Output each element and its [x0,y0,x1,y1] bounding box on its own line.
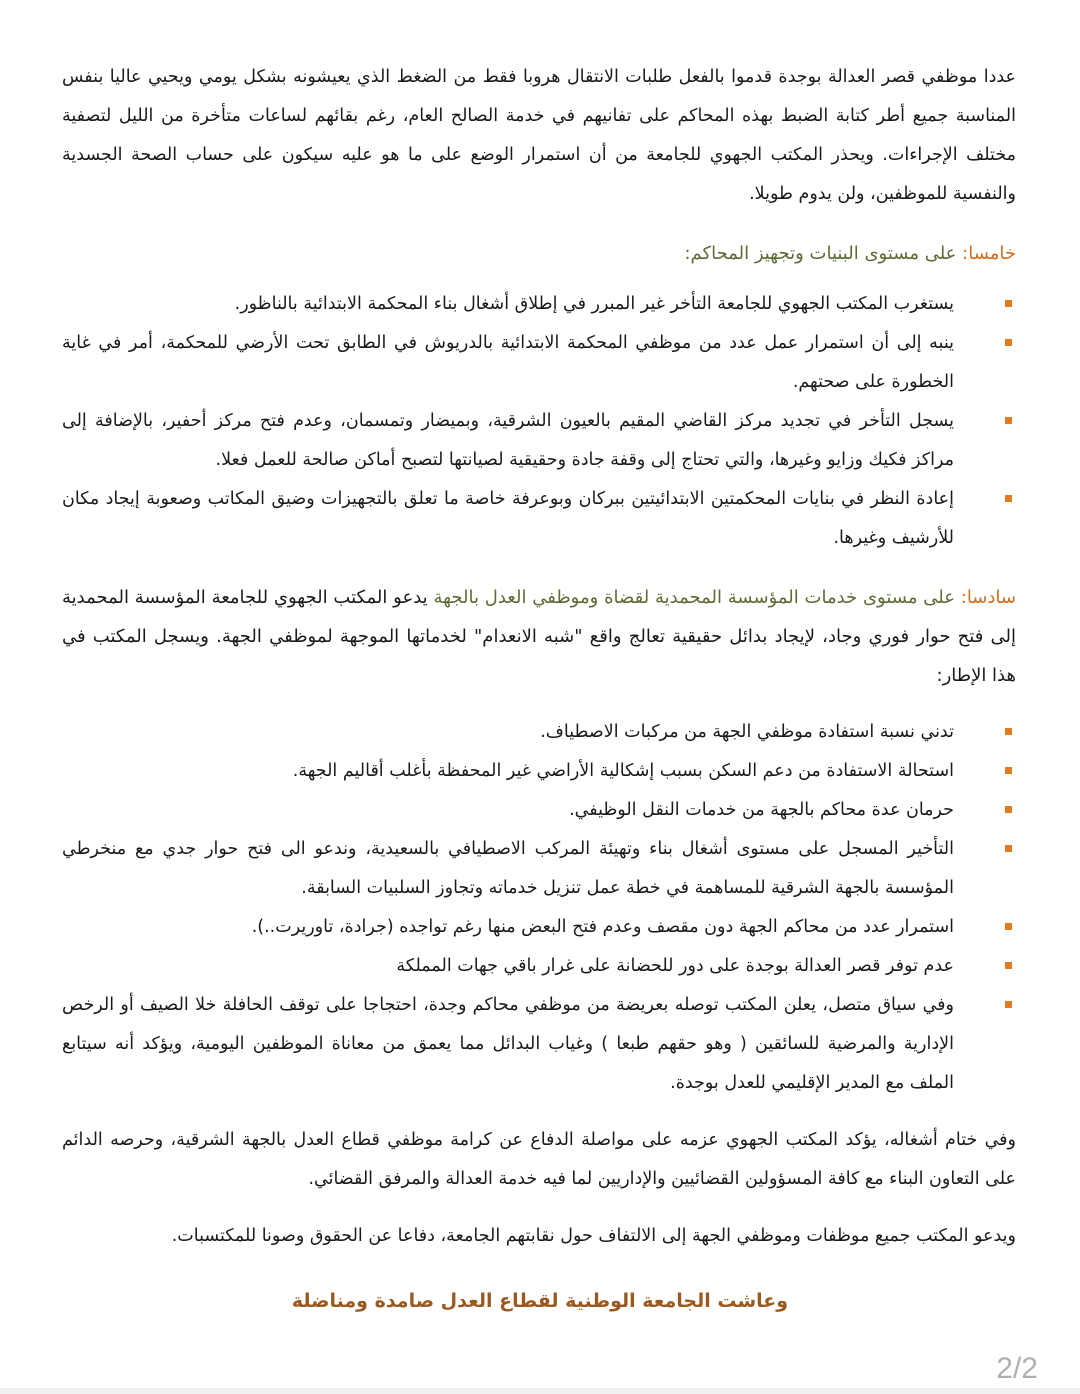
square-bullet-icon [1005,962,1012,969]
section-6-list [62,713,1016,1103]
bottom-bar [0,1388,1080,1394]
list-item: عدم توفر قصر العدالة بوجدة على دور للحضانة على غرار باقي جهات المملكة [62,947,1016,986]
square-bullet-icon [1005,339,1012,346]
square-bullet-icon [1005,728,1012,735]
section-5-title: على مستوى البنيات وتجهيز المحاكم: [684,243,957,264]
square-bullet-icon [1005,417,1012,424]
list-item: يسجل التأخر في تجديد مركز القاضي المقيم بالعيون الشرقية، وبميضار وتمسمان، وعدم فتح مركز أحفير، بالإضافة إلى مراكز فكيك وزايو وغيرها، والتي تحتاج إلى وقفة جادة وحقيقية لصيانتها لتصبح أماكن صالحة للعمل فعلا. [62,402,1016,480]
list-item: حرمان عدة محاكم بالجهة من خدمات النقل الوظيفي. [62,791,1016,830]
section-6-body: يدعو المكتب الجهوي للجامعة المؤسسة المحمدية إلى فتح حوار فوري وجاد، لإيجاد بدائل حقيقية تعالج واقع "شبه الانعدام" لخدماتها الموجهة لموظفي الجهة. ويسجل المكتب في هذا الإطار: [62,587,1016,686]
square-bullet-icon [1005,806,1012,813]
list-item: وفي سياق متصل، يعلن المكتب توصله بعريضة من موظفي محاكم وجدة، احتجاجا على توقف الحافلة خلا الصيف أو الرخص الإدارية والمرضية للسائقين ( وهو حقهم طبعا ) وغياب البدائل مما يعمق من معاناة الموظفين اليومية، ويؤكد أنه سيتابع الملف مع المدير الإقليمي للعدل بوجدة. [62,986,1016,1103]
section-6-number: سادسا: [960,587,1016,608]
page-indicator: 2/2 [996,1352,1038,1385]
slogan: وعاشت الجامعة الوطنية لقطاع العدل صامدة ومناضلة [291,1290,789,1312]
list-item: استمرار عدد من محاكم الجهة دون مقصف وعدم فتح البعض منها رغم تواجده (جرادة، تاوريرت..). [62,908,1016,947]
closing-paragraph-2: ويدعو المكتب جميع موظفات وموظفي الجهة إلى الالتفاف حول نقابتهم الجامعة، دفاعا عن الحقوق وصونا للمكتسبات. [171,1226,1016,1246]
square-bullet-icon [1005,845,1012,852]
square-bullet-icon [1005,495,1012,502]
list-item: ينبه إلى أن استمرار عمل عدد من موظفي المحكمة الابتدائية بالدريوش في الطابق تحت الأرضي للمحكمة، أمر في غاية الخطورة على صحتهم. [62,324,1016,402]
document-page [62,58,1016,1256]
list-item: يستغرب المكتب الجهوي للجامعة التأخر غير المبرر في إطلاق أشغال بناء المحكمة الابتدائية بالناظور. [62,285,1016,324]
section-6-title: على مستوى خدمات المؤسسة المحمدية لقضاة وموظفي العدل بالجهة [433,587,955,608]
list-item: التأخير المسجل على مستوى أشغال بناء وتهيئة المركب الاصطيافي بالسعيدية، وندعو الى فتح حوار جدي مع منخرطي المؤسسة بالجهة الشرقية للمساهمة في خطة عمل تنزيل خدماته وتجاوز السلبيات السابقة. [62,830,1016,908]
section-5-list [62,285,1016,558]
section-5-number: خامسا: [962,243,1016,264]
list-item: استحالة الاستفادة من دعم السكن بسبب إشكالية الأراضي غير المحفظة بأغلب أقاليم الجهة. [62,752,1016,791]
closing-paragraph-1: وفي ختام أشغاله، يؤكد المكتب الجهوي عزمه على مواصلة الدفاع عن كرامة موظفي قطاع العدل بالجهة الشرقية، وحرصه الدائم على التعاون البناء مع كافة المسؤولين القضائيين والإداريين لما فيه خدمة العدالة والمرفق القضائي. [62,1130,1016,1189]
intro-paragraph: عددا موظفي قصر العدالة بوجدة قدموا بالفعل طلبات الانتقال هروبا فقط من الضغط الذي يعيشونه بشكل يومي ويحيي عاليا بنفس المناسبة جميع أطر كتابة الضبط بهذه المحاكم على تفانيهم في خدمة الصالح العام، رغم بقائهم لساعات متأخرة من الليل لتصفية مختلف الإجراءات. ويحذر المكتب الجهوي للجامعة من أن استمرار الوضع على ما هو عليه سيكون على حساب الصحة الجسدية والنفسية للموظفين، ولن يدوم طويلا. [62,67,1016,204]
square-bullet-icon [1005,300,1012,307]
square-bullet-icon [1005,923,1012,930]
list-item: إعادة النظر في بنايات المحكمتين الابتدائيتين ببركان وبوعرفة خاصة ما تعلق بالتجهيزات وضيق المكاتب وصعوبة إيجاد مكان للأرشيف وغيرها. [62,480,1016,558]
section-6-heading [62,578,1016,695]
section-5-heading [62,234,1016,273]
list-item: تدني نسبة استفادة موظفي الجهة من مركبات الاصطياف. [62,713,1016,752]
square-bullet-icon [1005,767,1012,774]
square-bullet-icon [1005,1001,1012,1008]
